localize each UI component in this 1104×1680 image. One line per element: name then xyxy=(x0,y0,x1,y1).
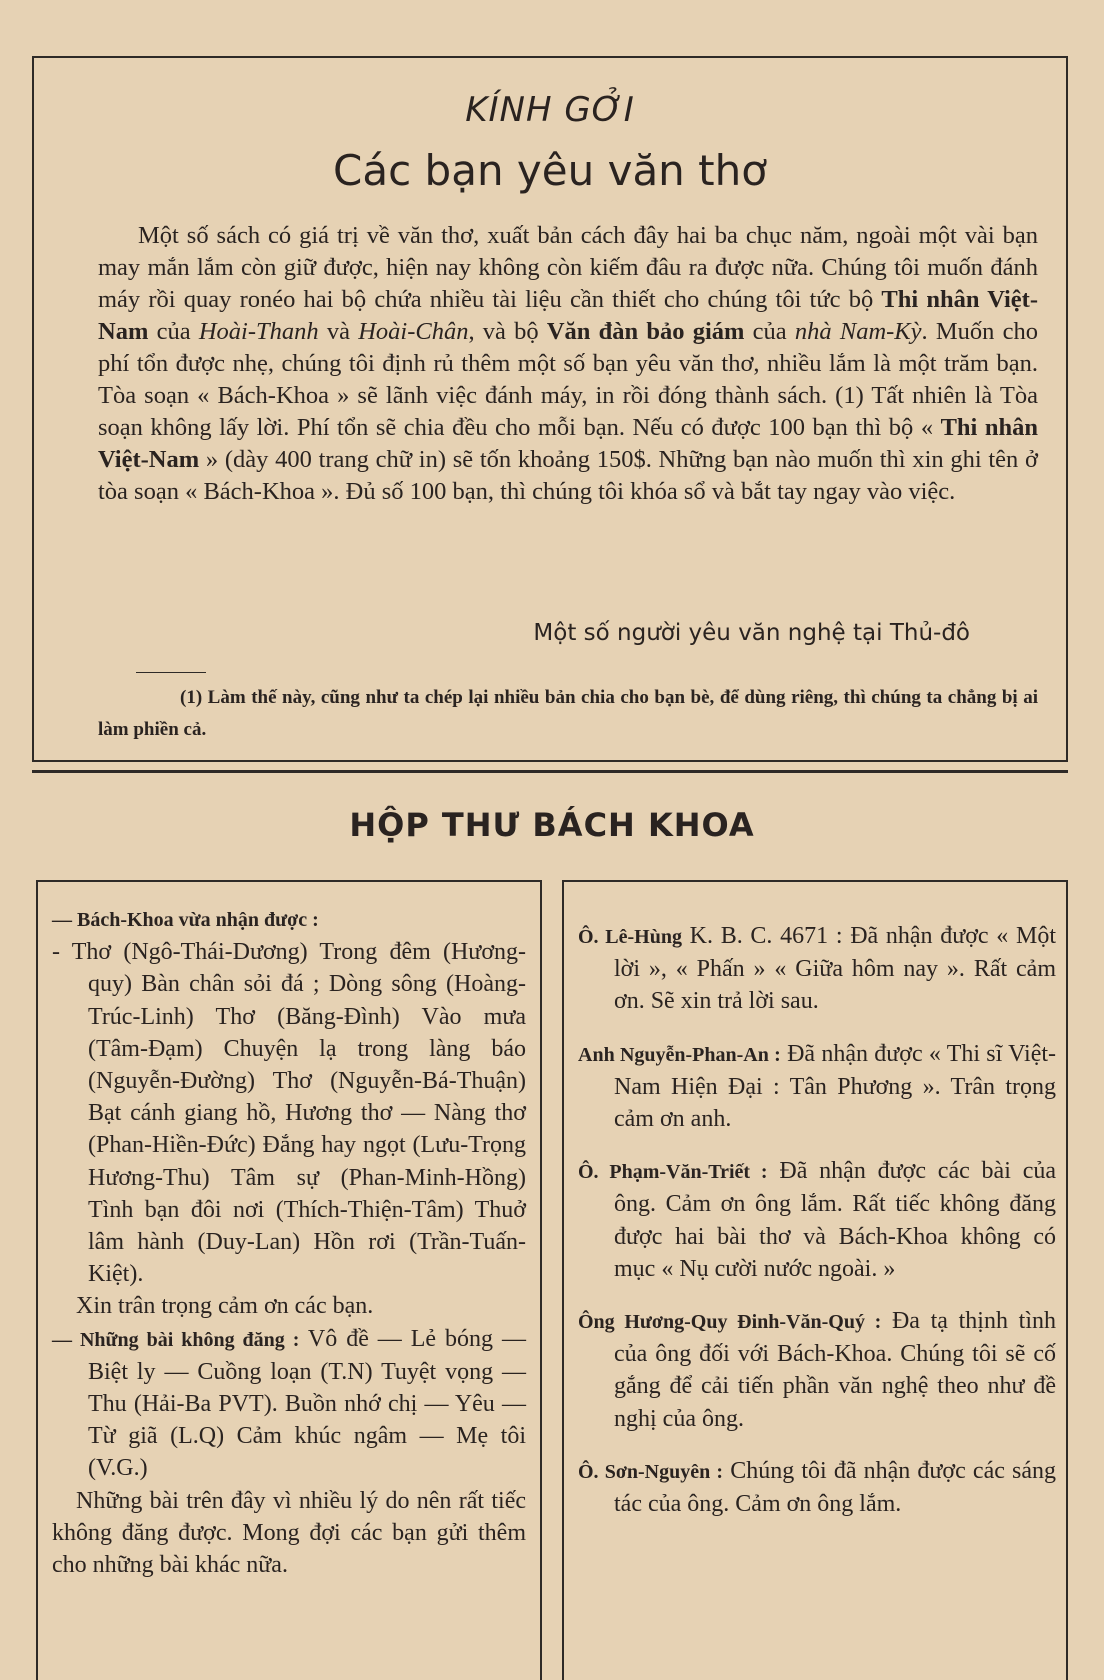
book-title: Văn đàn bảo giám xyxy=(546,318,745,345)
rejected-note: Những bài trên đây vì nhiều lý do nên rất tiếc không đăng được. Mong đợi các bạn gửi thêm cho những bài khác nữa. xyxy=(52,1487,526,1579)
body-text: và xyxy=(318,318,359,345)
notice-box xyxy=(32,56,1068,762)
received-list: - Thơ (Ngô-Thái-Dương) Trong đêm (Hương-quy) Bàn chân sỏi đá ; Dòng sông (Hoàng-Trúc-Linh) Thơ (Băng-Đình) Vào mưa (Tâm-Đạm) Chuyện lạ trong làng báo (Nguyễn-Đường) Thơ (Nguyễn-Bá-Thuận) Bạt cánh giang hồ, Hương thơ — Nàng thơ (Phan-Hiền-Đức) Đắng hay ngọt (Lưu-Trọng Hương-Thu) Tâm sự (Phan-Minh-Hồng) Tình bạn đôi nơi (Thích-Thiện-Tâm) Thuở lâm hành (Duy-Lan) Hồn rơi (Trần-Tuấn-Kiệt). xyxy=(52,939,526,1288)
section-divider xyxy=(32,770,1068,773)
received-label: — Bách-Khoa vừa nhận được : xyxy=(52,909,319,931)
reply-entry xyxy=(578,1155,1056,1285)
notice-subtitle: Các bạn yêu văn thơ xyxy=(333,146,767,195)
body-text: Một số sách có giá trị về văn thơ, xuất bản cách đây hai ba chục năm, ngoài một vài bạn may mắn lắm còn giữ được, hiện nay không còn kiếm đâu ra được nữa. Chúng tôi muốn đánh máy rồi quay ronéo hai bộ chứa nhiều tài liệu cần thiết cho chúng tôi tức bộ xyxy=(98,222,1038,313)
reply-recipient: Anh Nguyễn-Phan-An : xyxy=(578,1043,781,1066)
reply-entry xyxy=(578,1455,1056,1520)
footnote: (1) Làm thế này, cũng như ta chép lại nhiều bản chia cho bạn bè, để dùng riêng, thì chúng ta chẳng bị ai làm phiền cả. xyxy=(98,687,1038,740)
reply-text: Chúng tôi đã nhận được các sáng tác của ông. Cảm ơn ông lắm. xyxy=(614,1457,1057,1518)
reply-recipient: Ô. Lê-Hùng xyxy=(578,926,682,948)
reply-recipient: Ông Hương-Quy Đinh-Văn-Quý : xyxy=(578,1311,882,1334)
reply-recipient: Ô. Phạm-Văn-Triết : xyxy=(578,1161,768,1184)
reply-text: Đa tạ thịnh tình của ông đối với Bách-Khoa. Chúng tôi sẽ cố gắng để cải tiến phần văn nghệ theo như đề nghị của ông. xyxy=(614,1308,1056,1432)
reply-text: Đã nhận được các bài của ông. Cảm ơn ông lắm. Rất tiếc không đăng được hai bài thơ và Bách-Khoa không có mục « Nụ cười nước ngoài. » xyxy=(614,1158,1056,1282)
notice-title: KÍNH GỞI xyxy=(465,90,635,130)
rejected-list: Vô đề — Lẻ bóng — Biệt ly — Cuồng loạn (T.N) Tuyệt vọng — Thu (Hải-Ba PVT). Buồn nhớ chị — Yêu — Từ giã (L.Q) Cảm khúc ngâm — Mẹ tôi (V.G.) xyxy=(88,1325,526,1482)
notice-body xyxy=(98,220,1038,508)
rejected-label: — Những bài không đăng : xyxy=(52,1328,300,1351)
book-title: Thi nhân Việt-Nam xyxy=(98,414,1039,473)
reply-text: K. B. C. 4671 : Đã nhận được « Một lời », « Phấn » « Giữa hôm nay ». Rất cảm ơn. Sẽ xin trả lời sau. xyxy=(614,923,1056,1015)
footnote-rule xyxy=(136,672,206,673)
author-name: nhà Nam-Kỳ xyxy=(794,318,922,345)
mailbox-left-column xyxy=(36,880,542,1680)
body-text: của xyxy=(148,318,199,345)
book-title: Thi nhân Việt-Nam xyxy=(98,286,1038,345)
reply-text: Đã nhận được « Thi sĩ Việt-Nam Hiện Đại : Tân Phương ». Trân trọng cảm ơn anh. xyxy=(614,1040,1057,1133)
thanks-note: Xin trân trọng cảm ơn các bạn. xyxy=(76,1293,374,1320)
mailbox-right-column xyxy=(562,880,1068,1680)
reply-recipient: Ô. Sơn-Nguyên : xyxy=(578,1460,724,1483)
author-name: Hoài-Thanh xyxy=(198,318,319,345)
body-text: » (dày 400 trang chữ in) sẽ tốn khoảng 150$. Những bạn nào muốn thì xin ghi tên ở tòa soạn « Bách-Khoa ». Đủ số 100 bạn, thì chúng tôi khóa sổ và bắt tay ngay vào việc. xyxy=(98,446,1038,505)
body-text: . Muốn cho phí tổn được nhẹ, chúng tôi định rủ thêm một số bạn yêu văn thơ, nhiều lắm là một trăm bạn. Tòa soạn « Bách-Khoa » sẽ lãnh việc đánh máy, in rồi đóng thành sách. (1) Tất nhiên là Tòa soạn không lấy lời. Phí tổn sẽ chia đều cho mỗi bạn. Nếu có được 100 bạn thì bộ « xyxy=(98,318,1039,441)
reply-entry xyxy=(578,1038,1056,1136)
signature: Một số người yêu văn nghệ tại Thủ-đô xyxy=(533,620,970,646)
rejected-entry xyxy=(52,1323,526,1485)
body-text: của xyxy=(744,318,795,345)
reply-entry xyxy=(578,920,1056,1018)
mailbox-title: HỘP THƯ BÁCH KHOA xyxy=(349,806,755,844)
author-name: Hoài-Chân xyxy=(358,318,469,345)
reply-entry xyxy=(578,1305,1056,1435)
body-text: , và bộ xyxy=(468,318,547,345)
